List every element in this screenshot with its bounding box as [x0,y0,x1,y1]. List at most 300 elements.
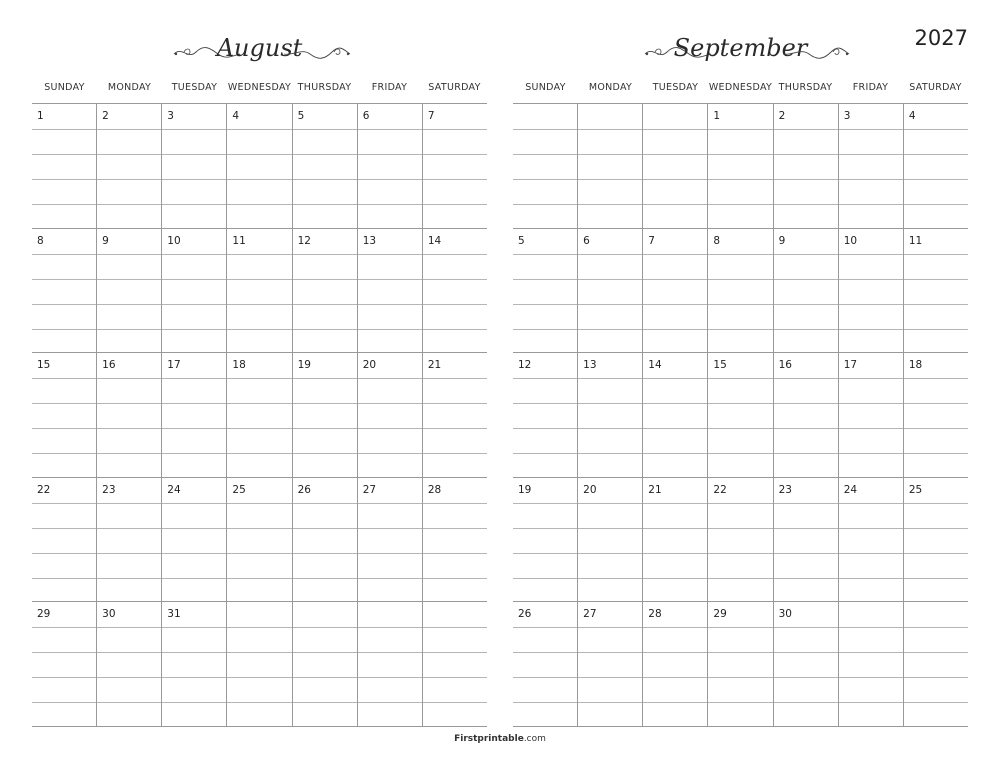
writing-line [423,428,487,429]
writing-line [293,453,357,454]
writing-line [227,179,291,180]
day-cell[interactable] [226,353,291,477]
day-number: 21 [427,359,442,372]
writing-line [904,378,968,379]
weekday-label: MONDAY [588,82,633,93]
writing-line [293,503,357,504]
writing-line [423,627,487,628]
day-cell[interactable] [161,104,226,228]
writing-line [839,329,903,330]
day-number: 7 [648,234,655,247]
writing-line [578,378,642,379]
week-row [32,103,487,228]
writing-line [839,403,903,404]
day-number: 23 [778,483,792,496]
day-cell[interactable] [642,353,707,477]
writing-line [774,553,838,554]
writing-line [358,528,422,529]
writing-line [97,702,161,703]
day-cell[interactable] [32,229,96,353]
writing-line [32,329,96,330]
day-cell[interactable] [357,229,422,353]
writing-line [708,129,772,130]
day-cell[interactable] [642,478,707,602]
writing-line [643,304,707,305]
writing-line [708,553,772,554]
day-number: 14 [648,359,662,372]
day-number: 3 [843,110,851,122]
day-number: 26 [297,483,311,496]
day-cell[interactable] [513,104,577,228]
writing-line [358,553,422,554]
writing-line [774,154,838,155]
day-cell[interactable] [226,229,291,353]
writing-line [643,503,707,504]
writing-line [32,627,96,628]
writing-line [162,403,226,404]
grid-bottom-border [513,726,968,727]
writing-line [32,304,96,305]
writing-line [293,578,357,579]
day-cell[interactable] [96,478,161,602]
grid-bottom-border [32,726,487,727]
day-cell[interactable] [838,229,903,353]
day-cell[interactable] [838,602,903,726]
writing-line [293,428,357,429]
day-cell[interactable] [422,229,487,353]
day-cell[interactable] [357,478,422,602]
day-number: 22 [713,483,727,496]
day-cell[interactable] [773,602,838,726]
writing-line [227,279,291,280]
day-cell[interactable] [422,104,487,228]
writing-line [904,279,968,280]
day-cell[interactable] [96,104,161,228]
weekday-label: WEDNESDAY [227,82,292,93]
day-number: 19 [518,483,532,496]
day-cell[interactable] [577,602,642,726]
writing-line [97,279,161,280]
writing-line [904,503,968,504]
writing-line [708,503,772,504]
day-cell[interactable] [903,104,968,228]
day-number: 13 [362,234,377,247]
day-cell[interactable] [773,478,838,602]
writing-line [32,279,96,280]
writing-line [162,553,226,554]
day-cell[interactable] [292,478,357,602]
brand-domain: .com [523,734,546,744]
writing-line [293,304,357,305]
writing-line [643,553,707,554]
week-row [513,352,968,477]
year-label: 2027 [914,26,968,50]
writing-line [97,204,161,205]
day-cell[interactable] [422,478,487,602]
writing-line [904,627,968,628]
writing-line [578,329,642,330]
day-number: 22 [37,483,51,496]
writing-line [643,702,707,703]
day-cell[interactable] [226,602,291,726]
day-cell[interactable] [577,229,642,353]
writing-line [32,428,96,429]
weekday-label: FRIDAY [852,82,889,93]
writing-line [162,304,226,305]
weekday-label: THURSDAY [297,82,352,93]
day-cell[interactable] [513,478,577,602]
day-number: 7 [427,110,435,122]
writing-line [32,129,96,130]
day-number: 17 [167,359,181,372]
writing-line [423,279,487,280]
writing-line [423,329,487,330]
day-number: 9 [102,234,109,247]
writing-line [513,378,577,379]
day-cell[interactable] [773,104,838,228]
writing-line [578,702,642,703]
day-cell[interactable] [513,353,577,477]
day-cell[interactable] [707,229,772,353]
day-cell[interactable] [513,229,577,353]
writing-line [578,453,642,454]
writing-line [162,702,226,703]
writing-line [358,204,422,205]
day-cell[interactable] [226,478,291,602]
writing-line [643,578,707,579]
day-cell[interactable] [161,353,226,477]
day-number: 9 [778,234,786,247]
writing-line [513,428,577,429]
writing-line [578,129,642,130]
day-number: 23 [102,483,116,496]
writing-line [774,204,838,205]
day-cell[interactable] [292,602,357,726]
weekday-label: SUNDAY [44,82,85,93]
week-row [32,352,487,477]
day-cell[interactable] [903,229,968,353]
writing-line [293,204,357,205]
writing-line [513,578,577,579]
writing-line [774,329,838,330]
writing-line [97,503,161,504]
writing-line [513,503,577,504]
day-cell[interactable] [707,353,772,477]
day-cell[interactable] [707,478,772,602]
day-number: 30 [102,608,116,621]
writing-line [358,428,422,429]
writing-line [904,154,968,155]
weekday-header [32,82,487,98]
writing-line [97,578,161,579]
day-cell[interactable] [903,602,968,726]
weekday-label: WEDNESDAY [708,82,773,93]
writing-line [839,652,903,653]
writing-line [227,378,291,379]
day-number: 12 [518,359,532,372]
writing-line [293,553,357,554]
day-number: 11 [908,234,923,247]
writing-line [839,627,903,628]
writing-line [162,652,226,653]
day-number: 6 [583,234,590,247]
writing-line [293,154,357,155]
day-cell[interactable] [903,353,968,477]
writing-line [162,204,226,205]
writing-line [423,553,487,554]
day-cell[interactable] [357,104,422,228]
writing-line [358,129,422,130]
writing-line [513,304,577,305]
week-row [513,103,968,228]
day-cell[interactable] [32,478,96,602]
writing-line [32,204,96,205]
day-number: 20 [362,359,377,372]
day-cell[interactable] [161,602,226,726]
writing-line [774,702,838,703]
day-number: 31 [167,608,181,621]
writing-line [839,378,903,379]
writing-line [578,428,642,429]
writing-line [162,627,226,628]
writing-line [904,553,968,554]
day-number: 13 [583,359,597,372]
writing-line [358,378,422,379]
writing-line [904,204,968,205]
day-number: 25 [232,483,246,496]
writing-line [358,503,422,504]
writing-line [513,453,577,454]
writing-line [708,378,772,379]
day-cell[interactable] [357,602,422,726]
writing-line [578,528,642,529]
writing-line [423,304,487,305]
weekday-label: MONDAY [107,82,152,93]
writing-line [839,702,903,703]
writing-line [227,129,291,130]
writing-line [708,279,772,280]
writing-line [643,677,707,678]
day-cell[interactable] [292,104,357,228]
writing-line [708,304,772,305]
writing-line [423,578,487,579]
day-cell[interactable] [838,353,903,477]
writing-line [293,378,357,379]
writing-line [643,453,707,454]
day-number: 10 [843,234,858,247]
day-cell[interactable] [642,229,707,353]
day-number: 29 [713,608,727,621]
writing-line [513,553,577,554]
day-number: 15 [37,359,51,372]
day-number: 4 [908,110,916,122]
writing-line [643,154,707,155]
day-cell[interactable] [96,353,161,477]
writing-line [162,254,226,255]
day-cell[interactable] [422,602,487,726]
day-number: 27 [362,483,377,496]
day-cell[interactable] [32,602,96,726]
writing-line [708,154,772,155]
writing-line [643,403,707,404]
writing-line [578,254,642,255]
writing-line [423,179,487,180]
day-cell[interactable] [773,229,838,353]
day-number: 2 [778,110,786,122]
weekday-label: THURSDAY [778,82,833,93]
writing-line [708,329,772,330]
writing-line [708,578,772,579]
writing-line [513,677,577,678]
day-cell[interactable] [773,353,838,477]
writing-line [32,578,96,579]
writing-line [293,627,357,628]
month-grid [32,103,487,728]
day-number: 10 [167,234,181,247]
brand-name: Firstprintable [454,734,524,744]
weekday-label: FRIDAY [371,82,408,93]
day-cell[interactable] [577,104,642,228]
writing-line [293,677,357,678]
writing-line [227,428,291,429]
day-cell[interactable] [32,104,96,228]
writing-line [32,677,96,678]
writing-line [358,154,422,155]
writing-line [293,129,357,130]
day-number: 29 [37,608,51,621]
writing-line [32,503,96,504]
day-cell[interactable] [292,353,357,477]
day-number: 12 [297,234,311,247]
day-number: 1 [713,110,721,122]
writing-line [578,627,642,628]
day-cell[interactable] [96,602,161,726]
writing-line [293,403,357,404]
day-cell[interactable] [32,353,96,477]
writing-line [578,179,642,180]
writing-line [578,503,642,504]
writing-line [774,677,838,678]
writing-line [97,677,161,678]
writing-line [643,204,707,205]
month-name: August [216,34,303,62]
day-cell[interactable] [903,478,968,602]
writing-line [162,154,226,155]
month-grid [513,103,968,728]
writing-line [423,204,487,205]
writing-line [162,179,226,180]
writing-line [578,578,642,579]
writing-line [904,528,968,529]
writing-line [708,702,772,703]
day-cell[interactable] [707,104,772,228]
day-cell[interactable] [642,104,707,228]
day-cell[interactable] [161,229,226,353]
day-number: 21 [648,483,662,496]
writing-line [293,528,357,529]
writing-line [774,652,838,653]
weekday-label: SATURDAY [428,82,481,93]
day-cell[interactable] [161,478,226,602]
day-cell[interactable] [707,602,772,726]
writing-line [227,702,291,703]
day-number: 20 [583,483,597,496]
day-cell[interactable] [357,353,422,477]
writing-line [227,304,291,305]
writing-line [97,154,161,155]
right-flourish-icon [282,40,352,64]
writing-line [97,329,161,330]
writing-line [643,627,707,628]
day-number: 8 [37,234,44,247]
day-number: 11 [232,234,246,247]
writing-line [578,154,642,155]
writing-line [774,578,838,579]
writing-line [97,528,161,529]
writing-line [97,428,161,429]
day-cell[interactable] [513,602,577,726]
writing-line [32,652,96,653]
writing-line [708,403,772,404]
writing-line [97,453,161,454]
day-number: 15 [713,359,727,372]
writing-line [643,279,707,280]
day-cell[interactable] [292,229,357,353]
week-row [32,228,487,353]
day-number: 6 [362,110,370,122]
day-cell[interactable] [422,353,487,477]
writing-line [513,329,577,330]
writing-line [97,179,161,180]
writing-line [578,204,642,205]
writing-line [423,652,487,653]
writing-line [358,578,422,579]
writing-line [839,528,903,529]
writing-line [839,129,903,130]
day-cell[interactable] [642,602,707,726]
writing-line [293,329,357,330]
writing-line [904,403,968,404]
writing-line [643,129,707,130]
day-cell[interactable] [577,478,642,602]
writing-line [708,677,772,678]
day-number: 16 [102,359,116,372]
day-cell[interactable] [838,104,903,228]
writing-line [839,304,903,305]
writing-line [578,304,642,305]
writing-line [227,254,291,255]
writing-line [839,503,903,504]
writing-line [708,528,772,529]
day-number: 26 [518,608,532,621]
day-cell[interactable] [226,104,291,228]
writing-line [839,179,903,180]
writing-line [162,528,226,529]
writing-line [774,627,838,628]
month-name: September [673,34,808,62]
writing-line [358,702,422,703]
writing-line [904,702,968,703]
writing-line [708,453,772,454]
footer-brand[interactable] [0,734,1000,744]
writing-line [708,652,772,653]
writing-line [358,179,422,180]
day-cell[interactable] [577,353,642,477]
day-cell[interactable] [96,229,161,353]
day-cell[interactable] [838,478,903,602]
writing-line [904,652,968,653]
writing-line [839,453,903,454]
